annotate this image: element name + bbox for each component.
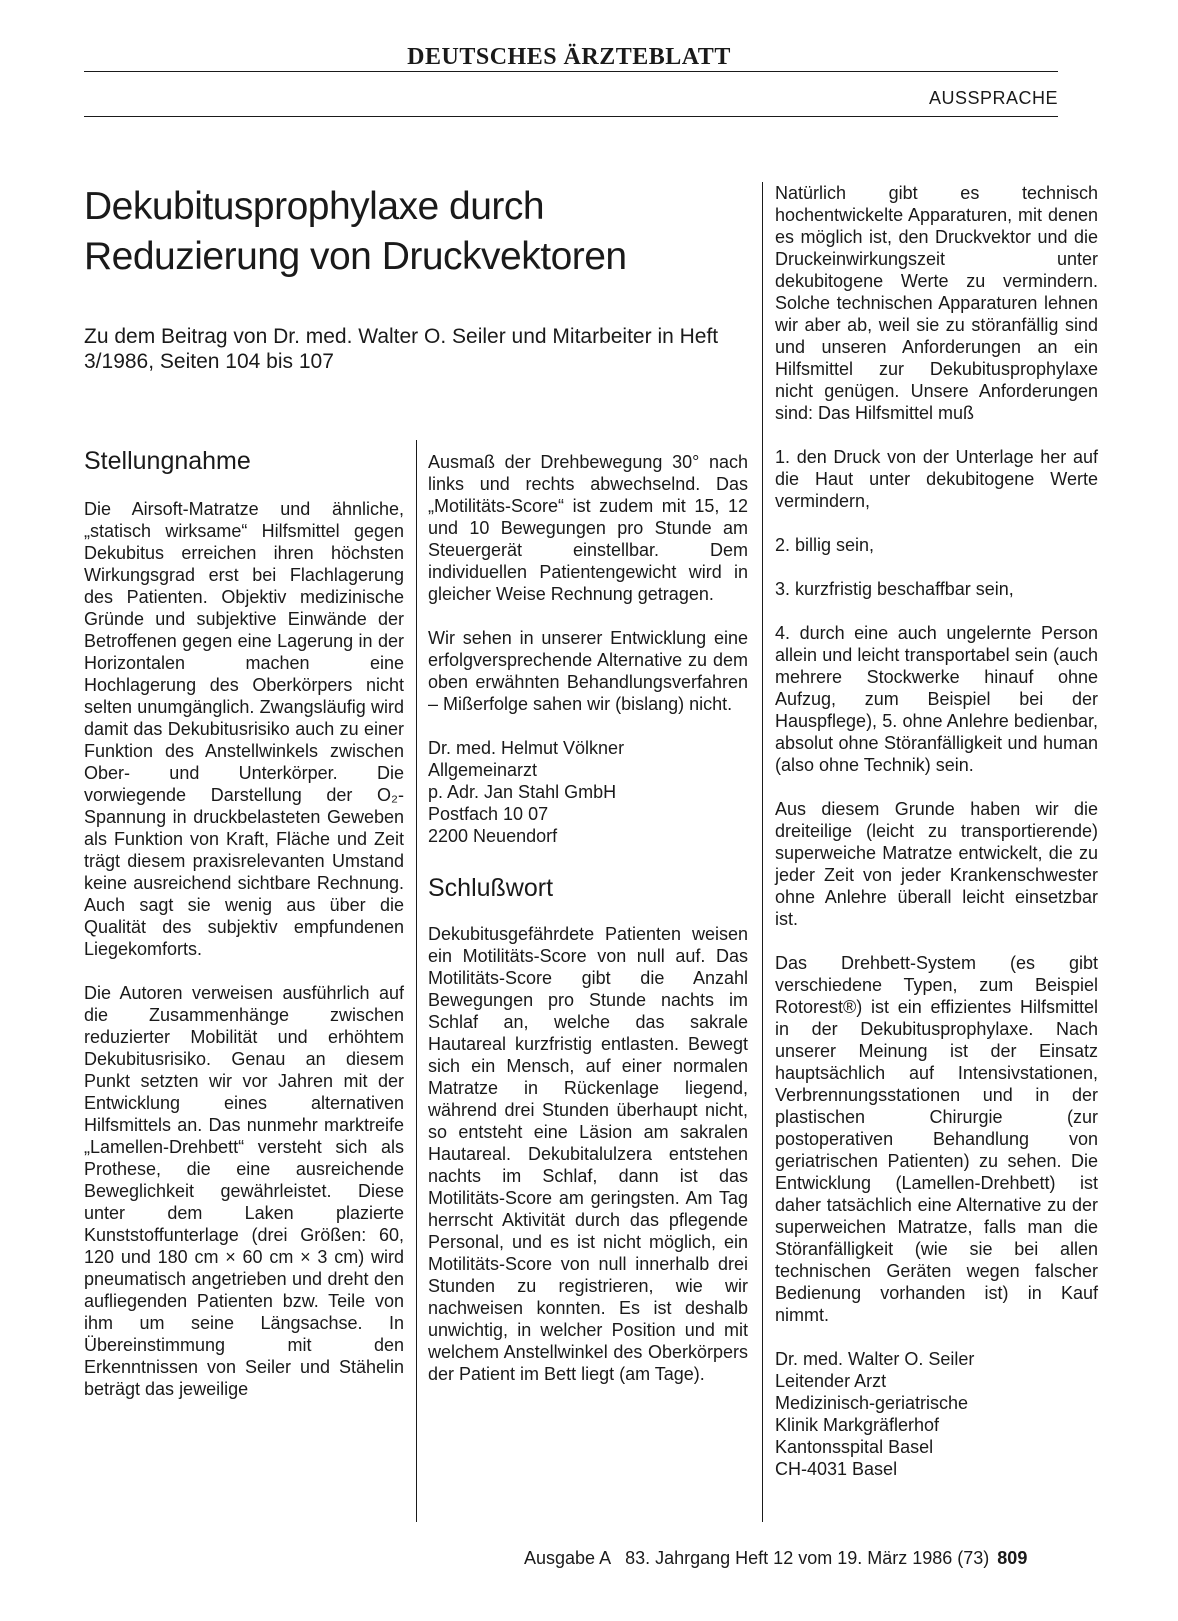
column-divider bbox=[762, 182, 763, 1522]
paragraph: Wir sehen in unserer Entwicklung eine erfolgversprechende Alternative zu dem oben erwähnten Behandlungsverfahren – Mißerfolge sahen wir (bislang) nicht. bbox=[428, 628, 748, 714]
masthead: DEUTSCHES ÄRZTEBLATT bbox=[407, 44, 731, 70]
column-1 bbox=[84, 446, 404, 1422]
signature-line: 2200 Neuendorf bbox=[428, 826, 558, 846]
page-number: 809 bbox=[997, 1548, 1028, 1568]
signature-seiler bbox=[775, 1348, 1098, 1480]
list-item: 4. durch eine auch ungelernte Person allein und leicht transportabel sein (auch mehrere Stockwerke hinauf ohne Aufzug, zum Beispiel bei der Hauspflege), 5. ohne Anlehre bedienbar, absolut ohne Störanfälligkeit und human (also ohne Technik) sein. bbox=[775, 623, 1098, 775]
list-item: 1. den Druck von der Unterlage her auf die Haut unter dekubitogene Werte vermindern, bbox=[775, 447, 1098, 511]
signature-voelkner bbox=[428, 737, 748, 847]
heading-schlusswort: Schlußwort bbox=[428, 874, 554, 902]
paragraph: Das Drehbett-System (es gibt verschiedene Typen, zum Beispiel Rotorest®) ist ein effizientes Hilfsmittel in der Dekubitusprophylaxe. Nach unserer Meinung ist der Einsatz hauptsächlich auf Intensivstationen, Verbrennungsstationen und in der plastischen Chirurgie (zur postoperativen Behandlung von geriatrischen Patienten) zu sehen. Die Entwicklung (Lamellen-Drehbett) ist daher tatsächlich eine Alternative zu der superweichen Matratze, falls man die Störanfälligkeit (wie sie bei allen technischen Geräten wegen falscher Bedienung vorhanden ist) in Kauf nimmt. bbox=[775, 953, 1098, 1325]
column-3 bbox=[775, 182, 1098, 1480]
paragraph: Natürlich gibt es technisch hochentwickelte Apparaturen, mit denen es möglich ist, den Druckvektor und die Druckeinwirkungszeit unter dekubitogene Werte zu vermindern. Solche technischen Apparaturen lehnen wir aber ab, weil sie zu störanfällig sind und unseren Anforderungen an ein Hilfsmittel zur Dekubitusprophylaxe nicht genügen. Unsere Anforderungen sind: Das Hilfsmittel muß bbox=[775, 183, 1098, 423]
paragraph: Die Airsoft-Matratze und ähnliche, „statisch wirksame“ Hilfsmittel gegen Dekubitus erreichen ihren höchsten Wirkungsgrad erst bei Flachlagerung des Patienten. Objektiv medizinische Gründe und subjektive Einwände der Betroffenen gegen eine Lagerung in der Horizontalen machen eine Hochlagerung des Oberkörpers nicht selten unumgänglich. Zwangsläufig wird damit das Dekubitusrisiko auch zu einer Funktion des Anstellwinkels zwischen Ober- und Unterkörper. Die vorwiegende Darstellung der O₂-Spannung in druckbelasteten Geweben als Funktion von Kraft, Fläche und Zeit trägt diesem praxisrelevanten Umstand keine ausreichend sichtbare Rechnung. Auch sagt sie wenig aus über die Qualität des subjektiv empfundenen Liegekomforts. bbox=[84, 499, 404, 959]
heading-stellungnahme: Stellungnahme bbox=[84, 447, 251, 475]
signature-line: Postfach 10 07 bbox=[428, 804, 549, 824]
signature-line: Klinik Markgräflerhof bbox=[775, 1415, 940, 1435]
paragraph: Ausmaß der Drehbewegung 30° nach links und rechts abwechselnd. Das „Motilitäts-Score“ ist zudem mit 15, 12 und 10 Bewegungen pro Stunde am Steuergerät einstellbar. Dem individuellen Patientengewicht wird in gleicher Weise Rechnung getragen. bbox=[428, 452, 748, 604]
column-divider bbox=[416, 440, 417, 1522]
signature-line: Leitender Arzt bbox=[775, 1371, 887, 1391]
signature-line: Kantonsspital Basel bbox=[775, 1437, 934, 1457]
paragraph: Dekubitusgefährdete Patienten weisen ein Motilitäts-Score von null auf. Das Motilitäts-Score gibt die Anzahl Bewegungen pro Stunde nachts im Schlaf an, welche das sakrale Hautareal kurzfristig entlasten. Bewegt sich ein Mensch, auf einer normalen Matratze in Rückenlage liegend, während drei Stunden überhaupt nicht, so entsteht eine Läsion am sakralen Hautareal. Dekubitalulzera entstehen nachts im Schlaf, dann ist das Motilitäts-Score am geringsten. Am Tag herrscht Aktivität durch das pflegende Personal, und es ist nicht möglich, ein Motilitäts-Score von null innerhalb drei Stunden zu registrieren, wie wir nachweisen konnten. Es ist deshalb unwichtig, in welcher Position und mit welchem Anstellwinkel des Oberkörpers der Patient im Bett liegt (am Tage). bbox=[428, 924, 748, 1384]
signature-line: Dr. med. Helmut Völkner bbox=[428, 738, 625, 758]
article-subtitle: Zu dem Beitrag von Dr. med. Walter O. Seiler und Mitarbeiter in Heft 3/1986, Seiten 104 bis 107 bbox=[84, 325, 719, 373]
footer-issue: Ausgabe A 83. Jahrgang Heft 12 vom 19. März 1986 (73) bbox=[524, 1548, 990, 1568]
paragraph: Aus diesem Grunde haben wir die dreiteilige (leicht zu transportierende) superweiche Matratze entwickelt, die zu jeder Zeit von jeder Krankenschwester ohne Anlehre überall leicht einsetzbar ist. bbox=[775, 799, 1098, 929]
signature-line: Medizinisch-geriatrische bbox=[775, 1393, 969, 1413]
header-rule-top bbox=[84, 71, 1058, 72]
signature-line: Dr. med. Walter O. Seiler bbox=[775, 1349, 975, 1369]
column-2 bbox=[428, 451, 748, 1407]
list-item: 3. kurzfristig beschaffbar sein, bbox=[775, 579, 1014, 599]
signature-line: Allgemeinarzt bbox=[428, 760, 538, 780]
signature-line: p. Adr. Jan Stahl GmbH bbox=[428, 782, 617, 802]
page-footer bbox=[524, 1548, 1027, 1569]
paragraph: Die Autoren verweisen ausführlich auf die Zusammenhänge zwischen reduzierter Mobilität und erhöhtem Dekubitusrisiko. Genau an diesem Punkt setzten wir vor Jahren mit der Entwicklung eines alternativen Hilfsmittels an. Das nunmehr marktreife „Lamellen-Drehbett“ versteht sich als Prothese, die eine ausreichende Beweglichkeit gewährleistet. Diese unter dem Laken plazierte Kunststoffunterlage (drei Größen: 60, 120 und 180 cm × 60 cm × 3 cm) wird pneumatisch angetrieben und dreht den aufliegenden Patienten bzw. Teile von ihm um seine Längsachse. In Übereinstimmung mit den Erkenntnissen von Seiler und Stähelin beträgt das jeweilige bbox=[84, 983, 404, 1399]
signature-line: CH-4031 Basel bbox=[775, 1459, 898, 1479]
section-label: AUSSPRACHE bbox=[928, 88, 1058, 108]
header-rule-bottom bbox=[84, 116, 1058, 117]
list-item: 2. billig sein, bbox=[775, 535, 875, 555]
article-title: Dekubitusprophylaxe durch Reduzierung von Druckvektoren bbox=[84, 185, 627, 278]
